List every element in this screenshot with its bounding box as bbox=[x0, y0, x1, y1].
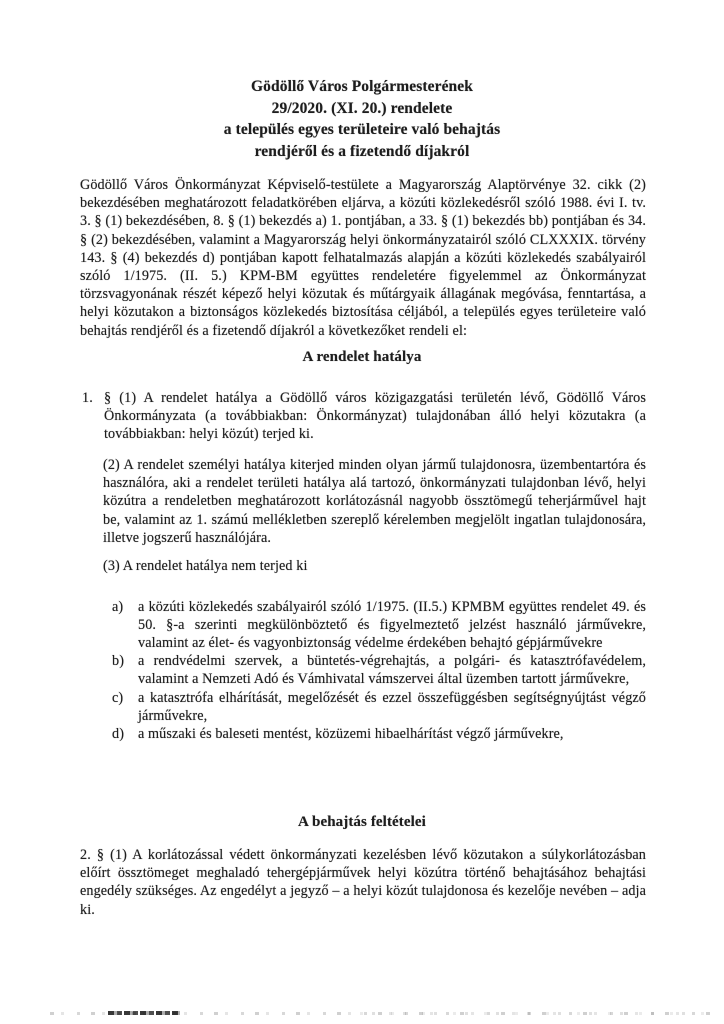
item-number: 1. bbox=[82, 390, 93, 406]
subitem-d bbox=[112, 725, 646, 743]
title-line-4: rendjéről és a fizetendő díjakról bbox=[254, 142, 470, 160]
subitem-text: a rendvédelmi szervek, a büntetés-végrehajtás, a polgári- és katasztrófavédelem, valamint a Nemzeti Adó és Vámhivatal vámszervei által üzemben tartott járművekre, bbox=[138, 653, 646, 688]
subitem-c bbox=[112, 689, 646, 725]
title-line-2: 29/2020. (XI. 20.) rendelete bbox=[271, 99, 453, 117]
section-heading-rendelet-hatalya: A rendelet hatálya bbox=[302, 349, 422, 365]
section2-paragraph: 2. § (1) A korlátozással védett önkormányzati kezelésben lévő közutakon a súlykorlátozásban előírt össztömeget meghaladó tehergépjárművek helyi közútra történő behajtásához behajtási engedély szükséges. Az engedélyt a jegyző – a helyi közút tulajdonosa és kezelője nevében – adja ki. bbox=[80, 847, 646, 918]
subitem-marker: d) bbox=[112, 726, 125, 742]
subitem-marker: a) bbox=[112, 599, 124, 615]
item-text: § (1) A rendelet hatálya a Gödöllő város közigazgatási területén lévő, Gödöllő Város Önkormányzata (a továbbiakban: Önkormányzat) tulajdonában álló helyi közutakra (a továbbiakban: helyi közút) terjed ki. bbox=[104, 390, 646, 443]
subitem-marker: c) bbox=[112, 690, 124, 706]
subitem-marker: b) bbox=[112, 653, 125, 669]
subitem-text: a katasztrófa elhárítását, megelőzését és ezzel összefüggésben segítségnyújtást végző járművekre, bbox=[138, 690, 646, 725]
subitem-a bbox=[112, 598, 646, 653]
numbered-item-1 bbox=[82, 389, 646, 444]
section-heading-behajtas-feltetelei: A behajtás feltételei bbox=[298, 814, 426, 830]
subitem-text: a műszaki és baleseti mentést, közüzemi hibaelhárítást végző járművekre, bbox=[138, 726, 564, 742]
subitem-b bbox=[112, 652, 646, 688]
scan-noise-faint-segment bbox=[360, 1012, 710, 1015]
paragraph-2: (2) A rendelet személyi hatálya kiterjed minden olyan jármű tulajdonosra, üzembentartóra és használóra, aki a rendelet területi hatálya alá tartozó, önkormányzati tulajdonban lévő, helyi közútra a rendeletben meghatározott korlátozásnál nagyobb össztömegű teherjárművel hajt be, valamint az 1. számú mellékletben szereplő kérelemben megjelölt ingatlan tulajdonosára, illetve jogszerű használójára. bbox=[103, 457, 646, 546]
preamble-paragraph: Gödöllő Város Önkormányzat Képviselő-testülete a Magyarország Alaptörvénye 32. cikk (2) bekezdésében meghatározott feladatkörében eljárva, a közúti közlekedésről szóló 1988. évi I. tv. 3. § (1) bekezdésében, 8. § (1) bekezdés a) 1. pontjában, a 33. § (1) bekezdés bb) pontjában és 34. § (2) bekezdésében, valamint a Magyarország helyi önkormányzatairól szóló CLXXXIX. törvény 143. § (4) bekezdés d) pontjában kapott felhatalmazás alapján a közúti közlekedés szabályairól szóló 1/1975. (II. 5.) KPM-BM együttes rendeletére figyelemmel az Önkormányzat törzsvagyonának részét képező helyi közutak és műtárgyaik állagának megóvása, fenntartása, a helyi közutakon a biztonságos közlekedés biztosítása céljából, a település egyes területeire való behajtás rendjéről és a fizetendő díjakról a következőket rendeli el: bbox=[80, 177, 646, 339]
title-line-1: Gödöllő Város Polgármesterének bbox=[251, 78, 473, 95]
scan-noise-dark-segment bbox=[108, 1011, 180, 1015]
title-line-3: a település egyes területeire való behajtás bbox=[223, 121, 501, 138]
paragraph-3: (3) A rendelet hatálya nem terjed ki bbox=[103, 558, 308, 574]
document-title bbox=[0, 76, 724, 162]
subitem-text: a közúti közlekedés szabályairól szóló 1/1975. (II.5.) KPMBM együttes rendelet 49. és 50. §-a szerinti megkülönböztető és figyelmeztető jelzést használó járművekre, valamint az élet- és vagyonbiztonság védelme érdekében behajtó gépjárművekre bbox=[138, 599, 646, 652]
